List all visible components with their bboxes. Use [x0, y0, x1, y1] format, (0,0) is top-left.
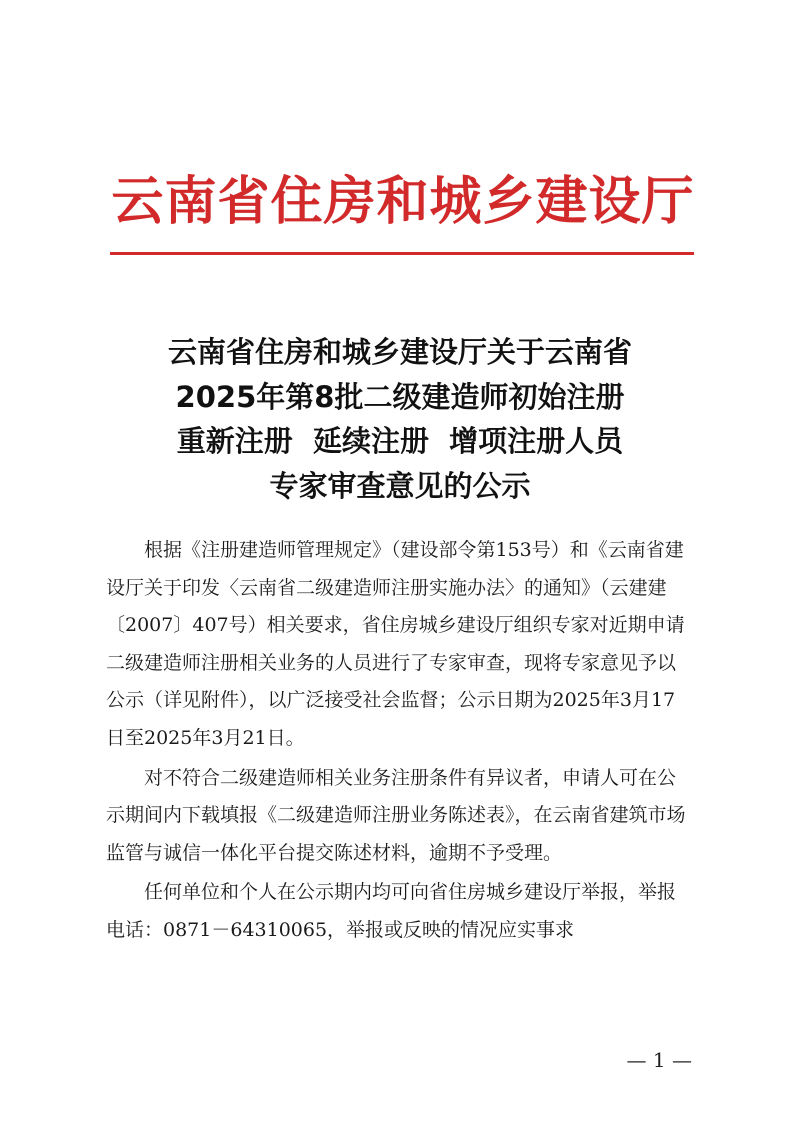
title-line-1: 云南省住房和城乡建设厅关于云南省: [167, 335, 632, 369]
body-paragraph-1: 根据《注册建造师管理规定》（建设部令第153号）和《云南省建设厅关于印发〈云南省二级建造师注册实施办法〉的通知》（云建建〔2007〕407号）相关要求，省住房城乡建设厅组织专家对近期申请二级建造师注册相关业务的人员进行了专家审查，现将专家意见予以公示（详见附件），以广泛接受社会监督；公示日期为2025年3月17日至2025年3月21日。: [106, 539, 685, 749]
title-line-2: 2025年第8批二级建造师初始注册: [175, 379, 625, 414]
title-line-3: 重新注册 延续注册 增项注册人员: [176, 424, 624, 458]
masthead-title: 云南省住房和城乡建设厅: [111, 171, 695, 232]
body-paragraph-3: 任何单位和个人在公示期内均可向省住房城乡建设厅举报，举报电话：0871－64310065，举报或反映的情况应实事求: [106, 881, 677, 941]
page-number: — 1 —: [626, 1048, 692, 1072]
document-body: [106, 532, 690, 952]
body-paragraph-2: 对不符合二级建造师相关业务注册条件有异议者，申请人可在公示期间内下载填报《二级建造师注册业务陈述表》，在云南省建筑市场监管与诚信一体化平台提交陈述材料，逾期不予受理。: [106, 766, 686, 864]
title-line-4: 专家审查意见的公示: [269, 468, 531, 503]
document-title: [100, 330, 700, 508]
masthead-red-rule: [110, 252, 694, 255]
